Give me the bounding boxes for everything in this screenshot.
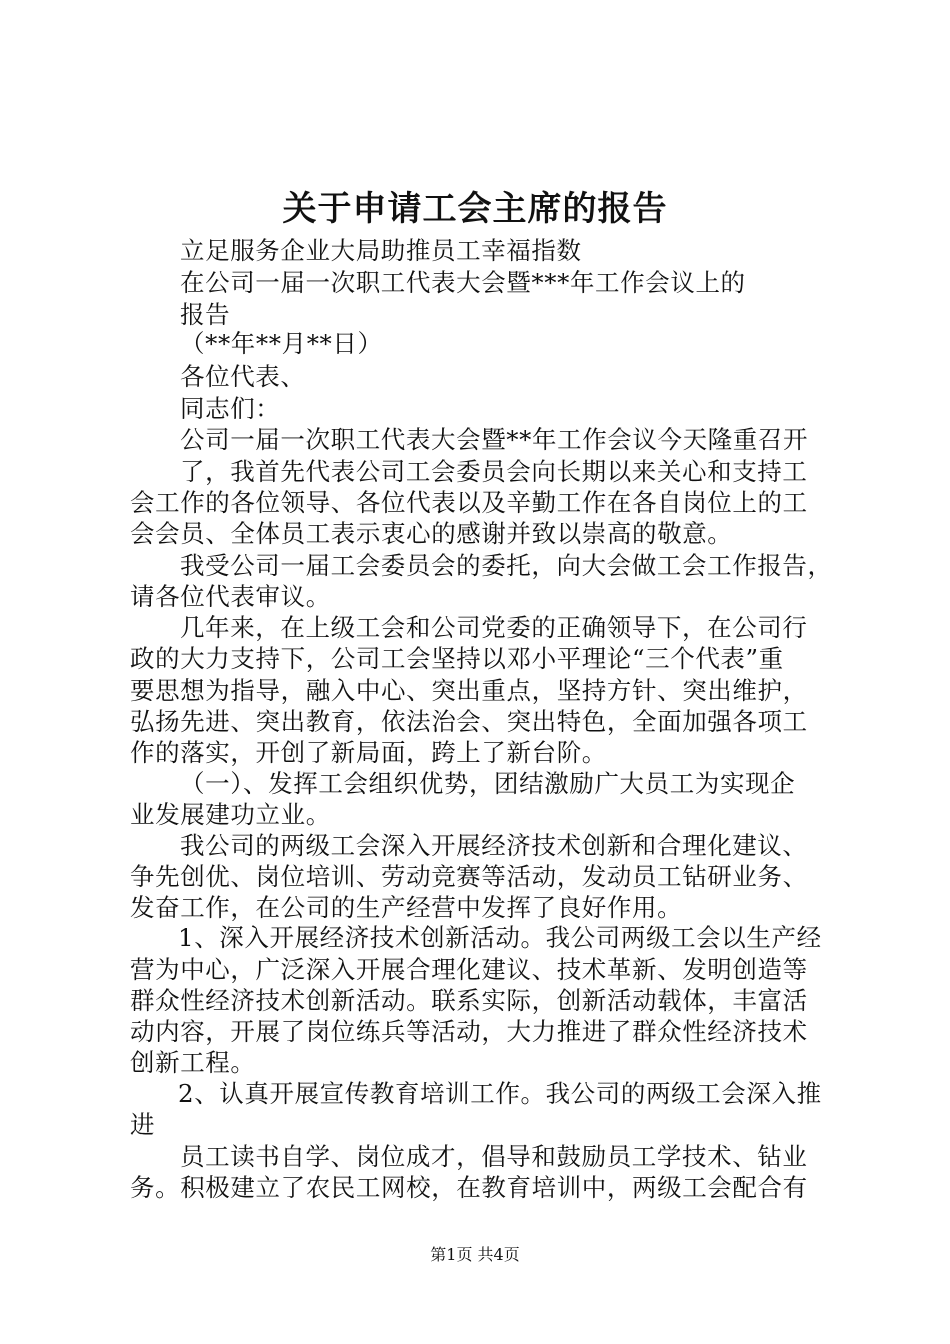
body-line: 争先创优、岗位培训、劳动竞赛等活动，发动员工钻研业务、 [130, 862, 808, 891]
body-line: 1、深入开展经济技术创新活动。我公司两级工会以生产经 [178, 923, 822, 952]
body-line: 进 [130, 1110, 156, 1139]
section-heading-line: （一）、发挥工会组织优势，团结激励广大员工为实现企 [180, 769, 796, 798]
body-line: 要思想为指导，融入中心、突出重点，坚持方针、突出维护， [130, 676, 808, 705]
body-line: 作的落实，开创了新局面，跨上了新台阶。 [130, 738, 607, 767]
section-heading-line: 业发展建功立业。 [130, 800, 331, 829]
body-line: 务。积极建立了农民工网校，在教育培训中，两级工会配合有 [130, 1173, 808, 1202]
page-footer: 第1页 共4页 [430, 1245, 520, 1264]
salutation-line: 同志们： [180, 394, 281, 423]
document-title: 关于申请工会主席的报告 [282, 189, 668, 229]
subtitle-line: 立足服务企业大局助推员工幸福指数 [180, 236, 582, 265]
body-line: 会工作的各位领导、各位代表以及辛勤工作在各自岗位上的工 [130, 488, 808, 517]
body-line: 营为中心，广泛深入开展合理化建议、技术革新、发明创造等 [130, 955, 808, 984]
body-line: 公司一届一次职工代表大会暨**年工作会议今天隆重召开 [180, 425, 809, 454]
date-line: （**年**月**日） [180, 329, 383, 358]
body-line: 弘扬先进、突出教育，依法治会、突出特色，全面加强各项工 [130, 707, 808, 736]
body-line: 群众性经济技术创新活动。联系实际，创新活动载体，丰富活 [130, 986, 808, 1015]
body-line: 了，我首先代表公司工会委员会向长期以来关心和支持工 [180, 457, 808, 486]
body-line: 发奋工作，在公司的生产经营中发挥了良好作用。 [130, 893, 683, 922]
body-line: 几年来，在上级工会和公司党委的正确领导下，在公司行 [180, 613, 808, 642]
body-line: 动内容，开展了岗位练兵等活动，大力推进了群众性经济技术 [130, 1017, 808, 1046]
body-line: 我公司的两级工会深入开展经济技术创新和合理化建议、 [180, 831, 808, 860]
subtitle-line: 在公司一届一次职工代表大会暨***年工作会议上的 [180, 268, 746, 297]
subtitle-line: 报告 [180, 300, 231, 329]
body-line: 2、认真开展宣传教育培训工作。我公司的两级工会深入推 [178, 1079, 822, 1108]
body-line: 政的大力支持下，公司工会坚持以邓小平理论“三个代表”重 [130, 644, 784, 673]
body-line: 我受公司一届工会委员会的委托，向大会做工会工作报告， [180, 551, 833, 580]
salutation-line: 各位代表、 [180, 362, 306, 391]
body-line: 请各位代表审议。 [130, 582, 331, 611]
body-line: 会会员、全体员工表示衷心的感谢并致以崇高的敬意。 [130, 519, 733, 548]
body-line: 创新工程。 [130, 1048, 256, 1077]
body-line: 员工读书自学、岗位成才，倡导和鼓励员工学技术、钻业 [180, 1142, 808, 1171]
